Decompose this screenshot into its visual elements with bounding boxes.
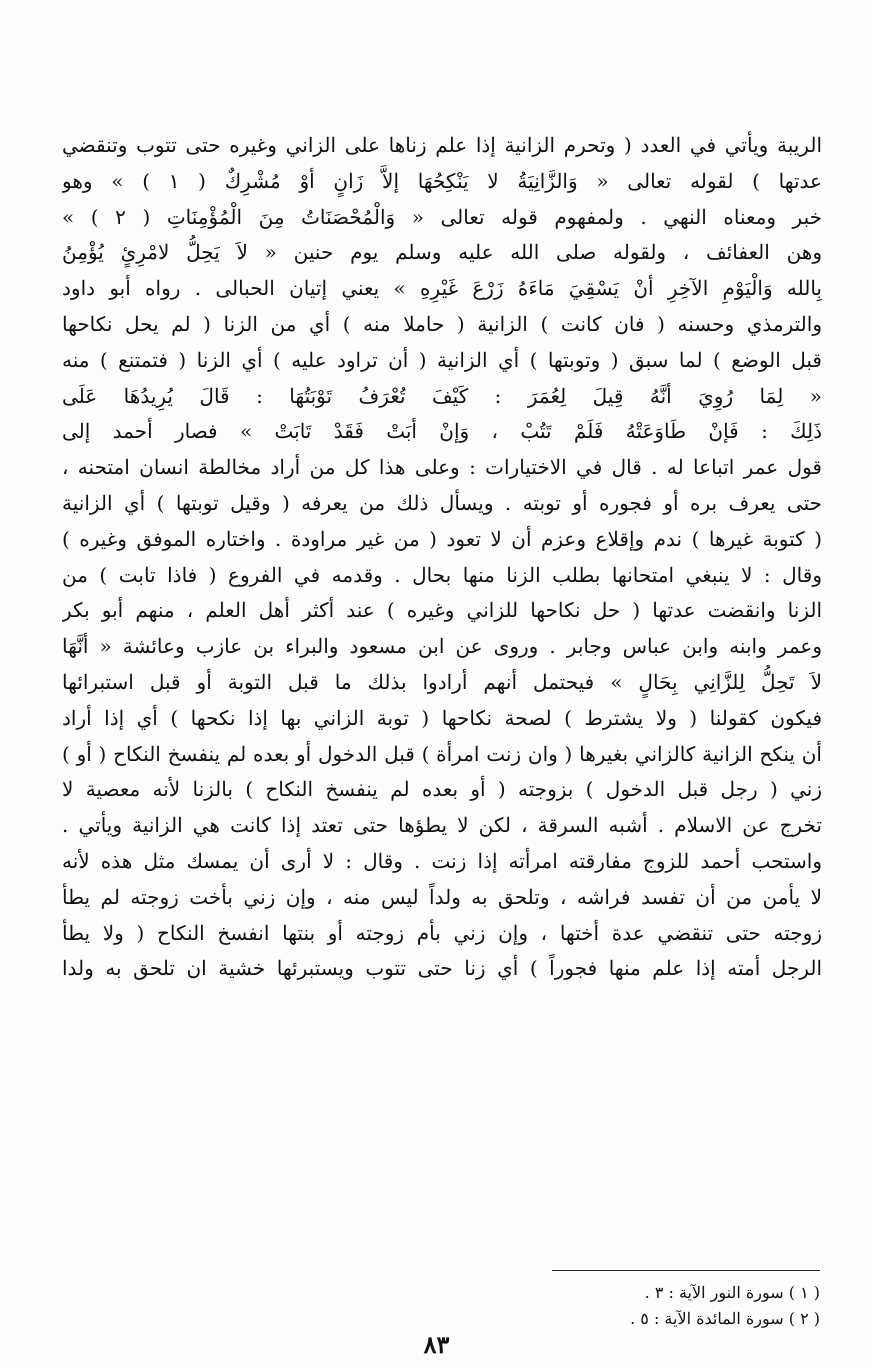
text-line-3: خبر ومعناه النهي . ولمفهوم قوله تعالى « وَالْمُحْصَنَاتُ مِنَ الْمُؤْمِنَاتِ ( ٢ ) » xyxy=(62,204,822,229)
text-line-17: فيكون كقولنا ( ولا يشترط ) لصحة نكاحها ( توبة الزاني بها إذا نكحها ) أي إذا أراد xyxy=(62,705,822,730)
text-line-23: زوجته حتى تنقضي عدة أختها ، وإن زني بأم زوجته أو بنتها انفسخ النكاح ( ولا يطأ xyxy=(62,920,822,945)
text-line-20: تخرج عن الاسلام . أشبه السرقة ، لكن لا يطؤها حتى تعتد إذا كانت هي الزانية ويأتي . xyxy=(62,813,822,838)
text-line-12: ( كتوبة غيرها ) ندم وإقلاع وعزم أن لا تعود ( من غير مراودة . واختاره الموفق وغيره ) xyxy=(62,526,822,551)
footnote-divider xyxy=(552,1270,820,1271)
text-line-1: الريبة ويأتي في العدد ( وتحرم الزانية إذا علم زناها على الزاني وغيره حتى تتوب وتنقضي xyxy=(62,133,822,157)
text-line-14: الزنا وانقضت عدتها ( حل نكاحها للزاني وغيره ) عند أكثر أهل العلم ، منهم أبو بكر xyxy=(62,598,822,623)
text-line-10: قول عمر اتباعا له . قال في الاختيارات : وعلى هذا كل من أراد مخالطة انسان امتحنه ، xyxy=(62,455,822,480)
text-line-19: زني ( رجل قبل الدخول ) بزوجته ( أو بعده لم ينفسخ النكاح ) بالزنا لأنه معصية لا xyxy=(62,777,822,802)
main-text-block xyxy=(62,128,822,987)
text-line-2: عدتها ) لقوله تعالى « وَالزَّانِيَةُ لا يَنْكِحُهَا إلاَّ زَانٍ أوْ مُشْرِكٌ ( ١ ) » وهو xyxy=(62,168,822,193)
text-line-13: وقال : لا ينبغي امتحانها بطلب الزنا منها بحال . وقدمه في الفروع ( فاذا تابت ) من xyxy=(62,562,822,587)
footnote-2: ( ٢ ) سورة المائدة الآية : ٥ . xyxy=(630,1309,820,1328)
text-line-11: حتى يعرف بره أو فجوره أو توبته . ويسأل ذلك من يعرفه ( وقيل توبتها ) أي الزانية xyxy=(62,490,822,515)
text-line-7: قبل الوضع ) لما سبق ( وتوبتها ) أي الزانية ( أن تراود عليه ) أي الزنا ( فتمتنع ) منه xyxy=(62,347,822,372)
page-number: ٨٣ xyxy=(423,1330,450,1359)
footnote-1: ( ١ ) سورة النور الآية : ٣ . xyxy=(644,1283,820,1302)
text-line-22: لا يأمن من أن تفسد فراشه ، وتلحق به ولداً ليس منه ، وإن زني بأخت زوجته لم يطأ xyxy=(62,884,822,909)
text-line-21: واستحب أحمد للزوج مفارقته امرأته إذا زنت . وقال : لا أرى أن يمسك مثل هذه لأنه xyxy=(62,848,822,873)
text-line-9: ذَلِكَ : فَإنْ طَاوَعَتْهُ فَلَمْ تَتُبْ ، وَإنْ أبَتْ فَقَدْ تَابَتْ » فصار أحمد إلى xyxy=(62,419,822,444)
text-line-4: وهن العفائف ، ولقوله صلى الله عليه وسلم يوم حنين « لاَ يَحِلُّ لامْرِئٍ يُؤْمِنُ xyxy=(62,240,822,265)
text-line-16: لاَ تَحِلُّ لِلزَّانِي بِحَالٍ » فيحتمل أنهم أرادوا بذلك ما قبل التوبة أو قبل استبرائها xyxy=(62,669,822,694)
text-line-15: وعمر وابنه وابن عباس وجابر . وروى عن ابن مسعود والبراء بن عازب وعائشة « أنَّهَا xyxy=(62,634,822,659)
text-line-8: « لِمَا رُوِيَ أنَّهُ قِيلَ لِعُمَرَ : كَيْفَ تُعْرَفُ تَوْبَتُهَا : قَالَ يُرِيدُهَا عَلَى xyxy=(62,383,822,408)
text-line-5: بِالله وَالْيَوْمِ الآخِرِ أنْ يَسْقِيَ مَاءَهُ زَرْعَ غَيْرِهِ » يعني إتيان الحبالى . رواه أبو داود xyxy=(62,276,822,301)
text-line-6: والترمذي وحسنه ( فان كانت ) الزانية ( حاملا منه ) أي من الزنا ( لم يحل نكاحها xyxy=(62,311,822,336)
text-line-18: أن ينكح الزانية كالزاني بغيرها ( وان زنت امرأة ) قبل الدخول أو بعده لم ينفسخ النكاح ( أو ) xyxy=(62,741,822,766)
text-line-24: الرجل أمته إذا علم منها فجوراً ) أي زنا حتى تتوب ويستبرئها خشية ان تلحق به ولدا xyxy=(62,956,822,981)
footnotes xyxy=(460,1280,820,1332)
